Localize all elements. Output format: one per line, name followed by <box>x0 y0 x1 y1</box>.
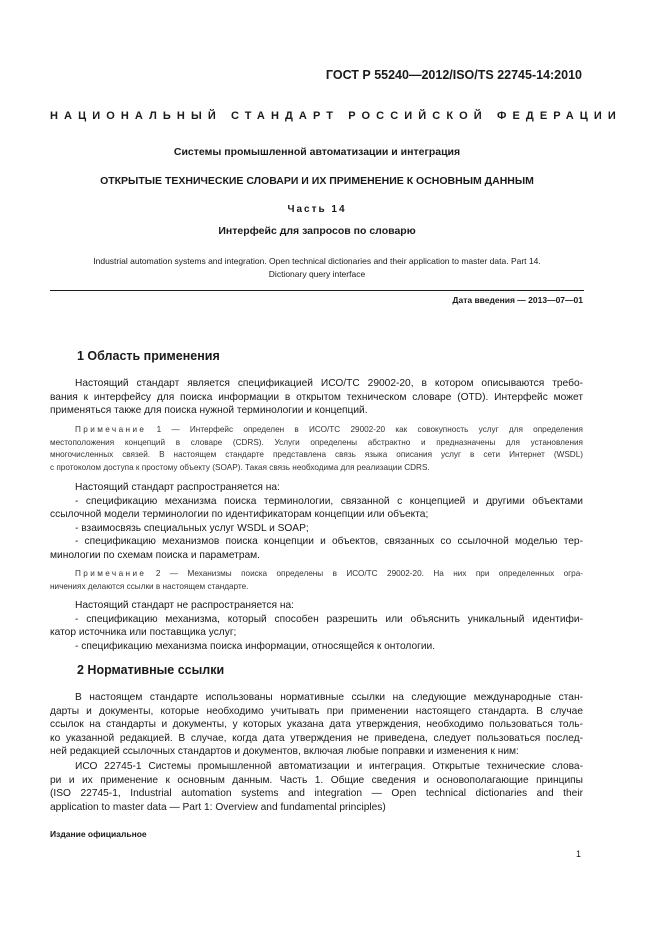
text-line: (ISO 22745-1, Industrial automation systems and integration — Open technical dictionaries and their <box>50 788 583 799</box>
text-line: В настоящем стандарте использованы нормативные ссылки на следующие международные стан- <box>75 692 583 703</box>
text-line: дарты и документы, которые необходимо учитывать при применении настоящего стандарта. В случае <box>50 705 583 717</box>
list-item: - спецификацию механизма поиска информации, относящейся к онтологии. <box>75 640 436 652</box>
note-2 <box>50 568 583 593</box>
title-main: ОТКРЫТЫЕ ТЕХНИЧЕСКИЕ СЛОВАРИ И ИХ ПРИМЕНЕНИЕ К ОСНОВНЫМ ДАННЫМ <box>100 175 534 187</box>
text-line: ри и их применение к основным данным. Часть 1. Общие сведения и основополагающие принципы <box>50 774 583 786</box>
text-line: ней редакцией ссылочных стандартов и документов, включая любые поправки и изменения к ним: <box>50 746 519 757</box>
edition-label: Издание официальное <box>50 829 147 839</box>
title-series: Системы промышленной автоматизации и интеграция <box>173 146 461 158</box>
note-line: с протоколом доступа к простому объекту (SOAP). Такая связь необходима для реализации CDRS. <box>50 462 430 472</box>
title-english <box>50 255 584 281</box>
note-line <box>50 424 583 437</box>
title-subtitle: Интерфейс для запросов по словарю <box>218 225 416 237</box>
text-line: Настоящий стандарт является спецификацией ИСО/ТС 29002-20, в котором описываются требо- <box>75 378 583 389</box>
section-1-paragraph <box>50 377 583 418</box>
text-line: вания к интерфейсу для поиска информации в открытом техническом словаре (OTD). Интерфейс может <box>50 391 583 403</box>
title-english-line: Dictionary query interface <box>268 269 366 279</box>
note-line <box>50 568 583 581</box>
list-item: - спецификацию механизма, который способен разрешить или объяснить уникальный идентифи- <box>75 613 583 625</box>
note-1 <box>50 424 583 474</box>
section-2-heading: 2 Нормативные ссылки <box>77 663 225 677</box>
note-label: Примечание <box>75 569 147 578</box>
national-standard-banner: НАЦИОНАЛЬНЫЙ СТАНДАРТ РОССИЙСКОЙ ФЕДЕРАЦИИ <box>50 110 622 122</box>
document-code: ГОСТ Р 55240—2012/ISO/TS 22745-14:2010 <box>325 68 582 82</box>
note-line: местоположения концепций в словаре (CDRS). Услуги определены абстрактно и предназначены для установления <box>50 437 583 447</box>
note-label: Примечание <box>75 425 147 434</box>
text-line: катор источника или поставщика услуг; <box>50 627 237 638</box>
note-line: ничениях делаются ссылки в настоящем стандарте. <box>50 581 249 591</box>
text-line: application to master data — Part 1: Overview and fundamental principles) <box>50 801 386 813</box>
section-2-paragraph <box>50 691 583 759</box>
text-line: ссылочной модели терминологии по идентификаторам концепции или объекта; <box>50 509 429 520</box>
section-1-heading: 1 Область применения <box>77 349 220 363</box>
title-part: Часть 14 <box>287 204 347 215</box>
text-line: ИСО 22745-1 Системы промышленной автоматизации и интеграция. Открытые технические слова- <box>75 761 583 772</box>
text-line: ко указанной редакцией. В случае, когда дата утверждения не приведена, следует пользоваться послед- <box>50 732 583 744</box>
list-item: - спецификацию механизмов поиска концепции и объектов, связанных со ссылочной моделью тер- <box>75 536 583 547</box>
text-line: Настоящий стандарт не распространяется на: <box>75 600 295 611</box>
note-text: 2 — Механизмы поиска определены в ИСО/ТС 29002-20. На них при определенных огра- <box>146 569 583 578</box>
title-english-line: Industrial automation systems and integration. Open technical dictionaries and their application to master data. Part 14. <box>93 256 541 266</box>
applies-list <box>50 481 583 562</box>
text-line: минологии по схемам поиска и параметрам. <box>50 549 261 561</box>
divider <box>50 290 584 291</box>
text-line: применяться также для поиска нужной терминологии и концепций. <box>50 405 368 416</box>
date-of-introduction: Дата введения — 2013—07—01 <box>452 295 583 305</box>
normative-reference <box>50 760 583 814</box>
not-applies-list <box>50 599 583 653</box>
text-line: Настоящий стандарт распространяется на: <box>75 482 280 493</box>
list-item: - спецификацию механизма поиска терминологии, связанной с концепцией и другими объектами <box>75 495 583 507</box>
page-number: 1 <box>575 849 581 859</box>
note-text: 1 — Интерфейс определен в ИСО/ТС 29002-20 как совокупность услуг для определения <box>146 425 583 434</box>
text-line: ссылок на стандарты и документы, у которых указана дата утверждения, необходимо пользоваться толь- <box>50 719 583 730</box>
note-line: многочисленных связей. В настоящем стандарте представлена связь языка описания услуг в сети Интернет (WSDL) <box>50 450 583 459</box>
list-item: - взаимосвязь специальных услуг WSDL и SOAP; <box>75 522 309 534</box>
